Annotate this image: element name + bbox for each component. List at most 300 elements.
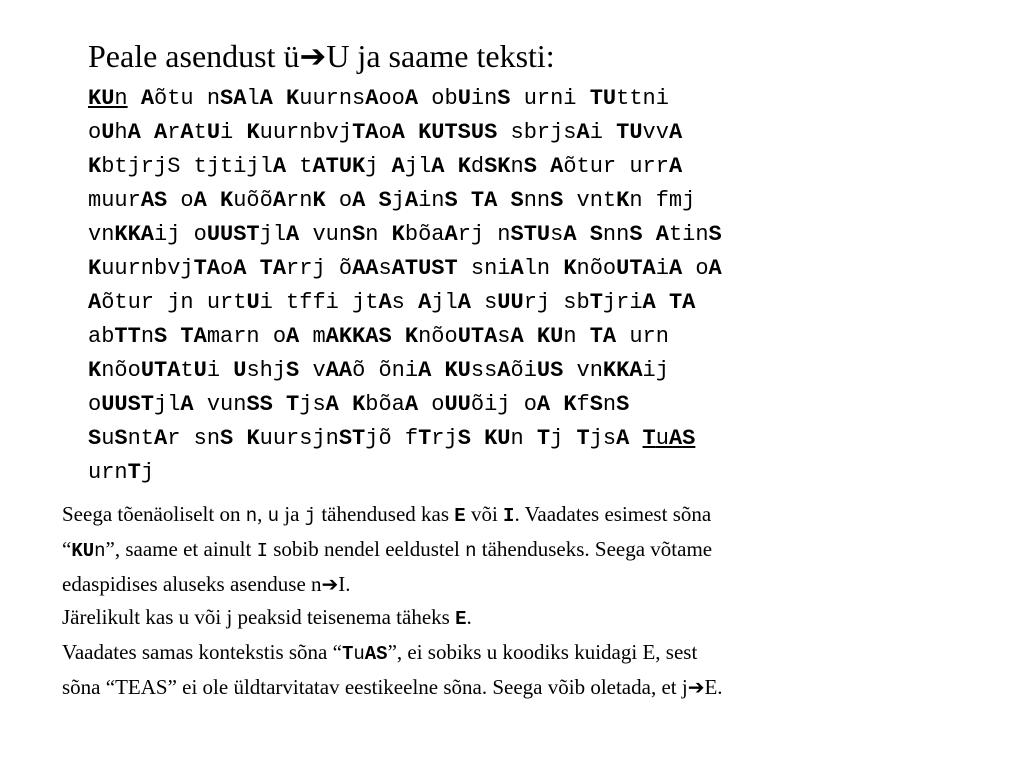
- cipher-run: õtur urr: [563, 154, 669, 179]
- cipher-run: j: [391, 188, 405, 213]
- cipher-run: TA: [470, 188, 498, 213]
- cipher-run: v: [299, 358, 326, 383]
- text-run: .: [466, 605, 472, 629]
- cipher-run: AA: [352, 256, 379, 281]
- cipher-run: ss: [470, 358, 498, 383]
- cipher-run: [458, 188, 471, 213]
- cipher-run: TA: [193, 256, 221, 281]
- cipher-run: S: [589, 392, 603, 417]
- cipher-line: [88, 286, 722, 320]
- cipher-run: A: [233, 256, 247, 281]
- cipher-run: t: [193, 120, 207, 145]
- cipher-run: A: [497, 358, 511, 383]
- cipher-run: K: [88, 358, 102, 383]
- cipher-line: [88, 218, 722, 252]
- cipher-run: jl: [404, 154, 432, 179]
- cipher-run: T: [286, 392, 300, 417]
- text-run: KU: [71, 540, 95, 562]
- cipher-run: o: [167, 188, 194, 213]
- cipher-run: m: [299, 324, 326, 349]
- cipher-run: UU: [444, 392, 471, 417]
- cipher-run: T: [418, 426, 432, 451]
- cipher-run: TA: [589, 324, 617, 349]
- cipher-run: S: [510, 188, 524, 213]
- cipher-run: K: [312, 188, 326, 213]
- cipher-run: UUST: [101, 392, 155, 417]
- text-run: tähendused kas: [316, 502, 455, 526]
- text-run: u: [267, 505, 280, 527]
- cipher-run: muur: [88, 188, 141, 213]
- cipher-run: i: [206, 358, 234, 383]
- cipher-run: n: [140, 324, 155, 349]
- cipher-run: S: [497, 86, 511, 111]
- cipher-run: [577, 222, 590, 247]
- cipher-run: btjrjS tjtijl: [101, 154, 273, 179]
- cipher-run: r: [167, 120, 181, 145]
- cipher-run: [497, 188, 510, 213]
- cipher-run: S: [589, 222, 603, 247]
- cipher-run: sbrjs: [497, 120, 577, 145]
- cipher-line: [88, 82, 722, 116]
- cipher-run: [524, 324, 537, 349]
- cipher-run: tin: [668, 222, 709, 247]
- cipher-run: in: [418, 188, 445, 213]
- cipher-run: rn: [286, 188, 313, 213]
- cipher-run: U: [457, 86, 471, 111]
- cipher-run: K: [352, 392, 366, 417]
- explanation-paragraph-1: [62, 498, 1002, 601]
- cipher-run: U: [206, 120, 221, 145]
- cipher-run: f: [576, 392, 590, 417]
- cipher-run: [405, 120, 418, 145]
- cipher-run: S: [444, 188, 458, 213]
- cipher-run: rrj õ: [286, 256, 353, 281]
- cipher-run: uursjn: [259, 426, 339, 451]
- cipher-run: vn: [563, 358, 603, 383]
- cipher-run: ab: [88, 324, 115, 349]
- cipher-run: S: [616, 392, 630, 417]
- cipher-line: [88, 252, 722, 286]
- cipher-run: S: [114, 426, 128, 451]
- cipher-line: [88, 320, 722, 354]
- cipher-run: A: [88, 290, 102, 315]
- cipher-run: rj n: [457, 222, 511, 247]
- cipher-run: A: [404, 392, 419, 417]
- cipher-run: jõ f: [365, 426, 419, 451]
- cipher-run: S: [378, 188, 392, 213]
- cipher-run: i tffi jt: [259, 290, 379, 315]
- cipher-run: S: [708, 222, 722, 247]
- cipher-run: [233, 426, 246, 451]
- cipher-run: r sn: [167, 426, 221, 451]
- cipher-text-block: [88, 82, 722, 490]
- cipher-run: AS: [668, 426, 696, 451]
- cipher-run: TA: [352, 120, 379, 145]
- text-run: Järelikult kas u või j peaksid teisenema täheks: [62, 605, 456, 629]
- cipher-run: A: [259, 86, 273, 111]
- cipher-run: T: [589, 290, 603, 315]
- cipher-run: TA: [668, 290, 696, 315]
- cipher-run: o: [682, 256, 709, 281]
- text-run: Vaadates samas kontekstis sõna “: [62, 640, 342, 664]
- cipher-run: u: [655, 426, 669, 451]
- text-run: ,: [257, 502, 268, 526]
- cipher-run: T: [536, 426, 551, 451]
- cipher-run: U: [101, 120, 115, 145]
- text-run: T: [341, 643, 354, 665]
- cipher-run: ij: [642, 358, 669, 383]
- cipher-run: A: [272, 154, 287, 179]
- cipher-run: n: [114, 86, 128, 111]
- text-run: Seega tõenäoliselt on: [62, 502, 246, 526]
- cipher-run: t: [286, 154, 313, 179]
- cipher-run: i: [220, 120, 247, 145]
- cipher-run: o: [220, 256, 234, 281]
- cipher-run: AKKAS: [325, 324, 392, 349]
- cipher-run: UTA: [140, 358, 181, 383]
- cipher-run: nn: [602, 222, 630, 247]
- cipher-run: SS: [246, 392, 273, 417]
- cipher-run: jl: [154, 392, 181, 417]
- text-run: E.: [704, 675, 723, 699]
- cipher-run: ATUK: [312, 154, 366, 179]
- cipher-run: vun: [299, 222, 353, 247]
- cipher-run: n: [365, 222, 392, 247]
- cipher-run: [365, 188, 378, 213]
- cipher-run: S: [88, 426, 102, 451]
- cipher-run: K: [391, 222, 405, 247]
- cipher-run: A: [563, 222, 577, 247]
- cipher-run: o: [88, 120, 102, 145]
- cipher-run: A: [180, 392, 194, 417]
- cipher-run: ij o: [154, 222, 207, 247]
- cipher-run: [444, 154, 457, 179]
- cipher-run: [392, 324, 405, 349]
- cipher-run: STU: [510, 222, 551, 247]
- cipher-run: K: [246, 426, 260, 451]
- cipher-run: KKA: [114, 222, 155, 247]
- cipher-run: h: [114, 120, 128, 145]
- cipher-run: A: [325, 392, 339, 417]
- cipher-run: T: [576, 426, 590, 451]
- cipher-run: [471, 426, 484, 451]
- cipher-run: õtu n: [154, 86, 221, 111]
- cipher-line: [88, 456, 722, 490]
- cipher-run: A: [391, 154, 405, 179]
- cipher-run: ST: [338, 426, 366, 451]
- cipher-run: S: [286, 358, 300, 383]
- cipher-run: S: [220, 426, 234, 451]
- explanation-paragraph-3: [62, 636, 1002, 704]
- cipher-run: K: [616, 188, 630, 213]
- cipher-run: A: [378, 290, 392, 315]
- cipher-run: õtur jn urt: [101, 290, 247, 315]
- text-run: “: [62, 537, 72, 561]
- text-run: ”, saame et ainult: [105, 537, 257, 561]
- cipher-run: UUST: [206, 222, 260, 247]
- cipher-run: oo: [378, 86, 405, 111]
- cipher-run: bõa: [365, 392, 405, 417]
- cipher-run: A: [668, 256, 683, 281]
- cipher-run: KUTSUS: [418, 120, 498, 145]
- cipher-run: A: [444, 222, 458, 247]
- cipher-run: uurns: [299, 86, 366, 111]
- text-run: või: [465, 502, 504, 526]
- cipher-run: U: [233, 358, 247, 383]
- cipher-run: õij o: [470, 392, 537, 417]
- text-run: n: [94, 540, 106, 562]
- cipher-run: A: [404, 86, 419, 111]
- cipher-run: KU: [536, 324, 564, 349]
- cipher-run: UTA: [616, 256, 656, 281]
- cipher-line: [88, 150, 722, 184]
- cipher-run: shj: [246, 358, 287, 383]
- text-run: edaspidises aluseks asenduse n: [62, 572, 322, 596]
- cipher-run: ttni: [616, 86, 669, 111]
- cipher-run: U: [193, 358, 207, 383]
- cipher-run: T: [127, 460, 141, 485]
- text-run: n: [465, 540, 477, 562]
- cipher-run: js: [299, 392, 326, 417]
- cipher-run: [246, 256, 259, 281]
- cipher-run: AA: [325, 358, 353, 383]
- cipher-run: A: [404, 188, 419, 213]
- cipher-run: A: [365, 86, 379, 111]
- cipher-run: s: [470, 290, 498, 315]
- cipher-run: K: [457, 154, 471, 179]
- cipher-run: jl: [431, 290, 458, 315]
- explanation-text: [62, 498, 1002, 704]
- cipher-run: marn o: [206, 324, 287, 349]
- cipher-run: bõa: [404, 222, 445, 247]
- arrow-icon: ➔: [687, 675, 705, 699]
- cipher-run: urn: [88, 460, 128, 485]
- cipher-run: rj sb: [523, 290, 590, 315]
- slide-title: Peale asendust ü➔U ja saame teksti:: [88, 38, 555, 74]
- cipher-run: n: [602, 392, 617, 417]
- cipher-run: K: [88, 154, 102, 179]
- cipher-run: o: [325, 188, 353, 213]
- cipher-run: õi: [510, 358, 537, 383]
- cipher-run: o: [378, 120, 392, 145]
- arrow-icon: ➔: [321, 572, 339, 596]
- cipher-run: s: [391, 290, 419, 315]
- text-run: tähenduseks. Seega võtame: [476, 537, 713, 561]
- cipher-run: nõo: [418, 324, 458, 349]
- cipher-run: s: [550, 222, 564, 247]
- text-run: E: [455, 608, 467, 630]
- cipher-run: uurnbvj: [101, 256, 194, 281]
- cipher-run: nt: [127, 426, 155, 451]
- cipher-run: ATUST: [391, 256, 458, 281]
- cipher-run: K: [246, 120, 260, 145]
- cipher-run: uurnbvj: [259, 120, 353, 145]
- cipher-run: [207, 188, 220, 213]
- text-run: I: [503, 505, 515, 527]
- cipher-run: o: [88, 392, 102, 417]
- cipher-run: n: [510, 426, 537, 451]
- cipher-run: U: [246, 290, 260, 315]
- cipher-run: ob: [418, 86, 458, 111]
- cipher-run: i: [655, 256, 669, 281]
- cipher-run: urn: [616, 324, 669, 349]
- text-run: sobib nendel eeldustel: [267, 537, 466, 561]
- cipher-run: A: [510, 324, 524, 349]
- cipher-run: n: [510, 154, 524, 179]
- cipher-run: A: [418, 358, 432, 383]
- cipher-run: K: [404, 324, 419, 349]
- cipher-run: A: [272, 188, 287, 213]
- cipher-run: nõo: [101, 358, 141, 383]
- cipher-run: A: [550, 154, 564, 179]
- cipher-run: S: [457, 426, 471, 451]
- cipher-run: s: [497, 324, 511, 349]
- cipher-run: n: [563, 324, 590, 349]
- cipher-run: S: [352, 222, 366, 247]
- text-run: I.: [338, 572, 351, 596]
- cipher-run: s: [378, 256, 392, 281]
- cipher-run: nn: [523, 188, 551, 213]
- cipher-run: [273, 392, 286, 417]
- cipher-run: K: [563, 392, 577, 417]
- cipher-run: US: [536, 358, 564, 383]
- cipher-run: õ õni: [352, 358, 419, 383]
- cipher-run: in: [470, 86, 498, 111]
- cipher-run: A: [286, 222, 300, 247]
- cipher-run: A: [655, 222, 669, 247]
- cipher-run: A: [154, 120, 168, 145]
- cipher-run: [656, 290, 669, 315]
- cipher-run: A: [418, 290, 432, 315]
- cipher-run: [273, 86, 286, 111]
- cipher-run: UTA: [457, 324, 498, 349]
- cipher-run: TU: [589, 86, 617, 111]
- text-run: sõna “TEAS” ei ole üldtarvitatav eestikeelne sõna. Seega võib oletada, et j: [62, 675, 688, 699]
- cipher-run: [128, 86, 141, 111]
- cipher-run: d: [470, 154, 485, 179]
- cipher-line: [88, 354, 722, 388]
- cipher-run: vn: [88, 222, 115, 247]
- cipher-run: o: [418, 392, 445, 417]
- cipher-run: [537, 154, 550, 179]
- cipher-run: A: [668, 154, 683, 179]
- text-run: n: [245, 505, 258, 527]
- cipher-run: SA: [220, 86, 247, 111]
- cipher-line: [88, 116, 722, 150]
- cipher-run: A: [642, 290, 656, 315]
- cipher-run: [339, 392, 352, 417]
- cipher-run: K: [220, 188, 234, 213]
- cipher-run: SK: [484, 154, 511, 179]
- cipher-run: A: [576, 120, 590, 145]
- cipher-run: jri: [602, 290, 643, 315]
- cipher-line: [88, 184, 722, 218]
- text-run: j: [304, 505, 317, 527]
- cipher-run: K: [286, 86, 300, 111]
- cipher-run: A: [668, 120, 683, 145]
- text-run: . Vaadates esimest sõna: [514, 502, 712, 526]
- cipher-run: A: [708, 256, 722, 281]
- cipher-run: A: [180, 120, 194, 145]
- cipher-run: l: [246, 86, 260, 111]
- cipher-run: K: [563, 256, 577, 281]
- cipher-run: A: [154, 426, 168, 451]
- cipher-line: [88, 422, 722, 456]
- cipher-run: sni: [457, 256, 511, 281]
- cipher-run: urni: [510, 86, 590, 111]
- text-run: AS: [364, 643, 388, 665]
- cipher-run: A: [127, 120, 141, 145]
- cipher-run: A: [140, 86, 155, 111]
- cipher-run: n fmj: [629, 188, 696, 213]
- cipher-run: T: [642, 426, 656, 451]
- cipher-run: A: [352, 188, 366, 213]
- cipher-run: [643, 222, 656, 247]
- cipher-run: [629, 426, 642, 451]
- cipher-run: K: [88, 256, 102, 281]
- cipher-run: vun: [193, 392, 247, 417]
- cipher-run: TU: [616, 120, 643, 145]
- cipher-run: vnt: [563, 188, 617, 213]
- text-run: I: [256, 540, 268, 562]
- cipher-run: js: [589, 426, 617, 451]
- cipher-run: A: [431, 154, 445, 179]
- cipher-run: j: [365, 154, 392, 179]
- cipher-run: A: [457, 290, 471, 315]
- text-run: ”, ei sobiks u koodiks kuidagi E, sest: [387, 640, 698, 664]
- text-run: ja: [279, 502, 305, 526]
- cipher-run: vv: [642, 120, 669, 145]
- cipher-run: uõõ: [233, 188, 273, 213]
- cipher-line: [88, 388, 722, 422]
- cipher-run: A: [536, 392, 551, 417]
- cipher-run: [431, 358, 444, 383]
- cipher-run: A: [286, 324, 300, 349]
- explanation-paragraph-2: [62, 601, 1002, 636]
- cipher-run: S: [629, 222, 643, 247]
- cipher-run: nõo: [576, 256, 617, 281]
- cipher-run: S: [154, 324, 168, 349]
- cipher-run: TA: [180, 324, 207, 349]
- cipher-run: A: [510, 256, 524, 281]
- cipher-run: jl: [259, 222, 287, 247]
- cipher-run: [167, 324, 180, 349]
- cipher-run: S: [550, 188, 564, 213]
- cipher-run: KU: [88, 86, 115, 111]
- cipher-run: A: [193, 188, 207, 213]
- cipher-run: KU: [444, 358, 471, 383]
- cipher-run: A: [616, 426, 630, 451]
- cipher-run: i: [589, 120, 617, 145]
- cipher-run: A: [391, 120, 405, 145]
- cipher-run: TA: [259, 256, 287, 281]
- cipher-run: TT: [114, 324, 141, 349]
- cipher-run: j: [140, 460, 155, 485]
- text-run: E: [454, 505, 466, 527]
- cipher-run: rj: [431, 426, 458, 451]
- cipher-run: [141, 120, 154, 145]
- cipher-run: u: [101, 426, 115, 451]
- cipher-run: UU: [497, 290, 524, 315]
- cipher-run: KKA: [602, 358, 643, 383]
- cipher-run: AS: [140, 188, 168, 213]
- text-run: u: [353, 643, 365, 665]
- cipher-run: S: [523, 154, 537, 179]
- cipher-run: t: [180, 358, 194, 383]
- cipher-run: [550, 392, 563, 417]
- cipher-run: ln: [523, 256, 564, 281]
- cipher-run: KU: [484, 426, 511, 451]
